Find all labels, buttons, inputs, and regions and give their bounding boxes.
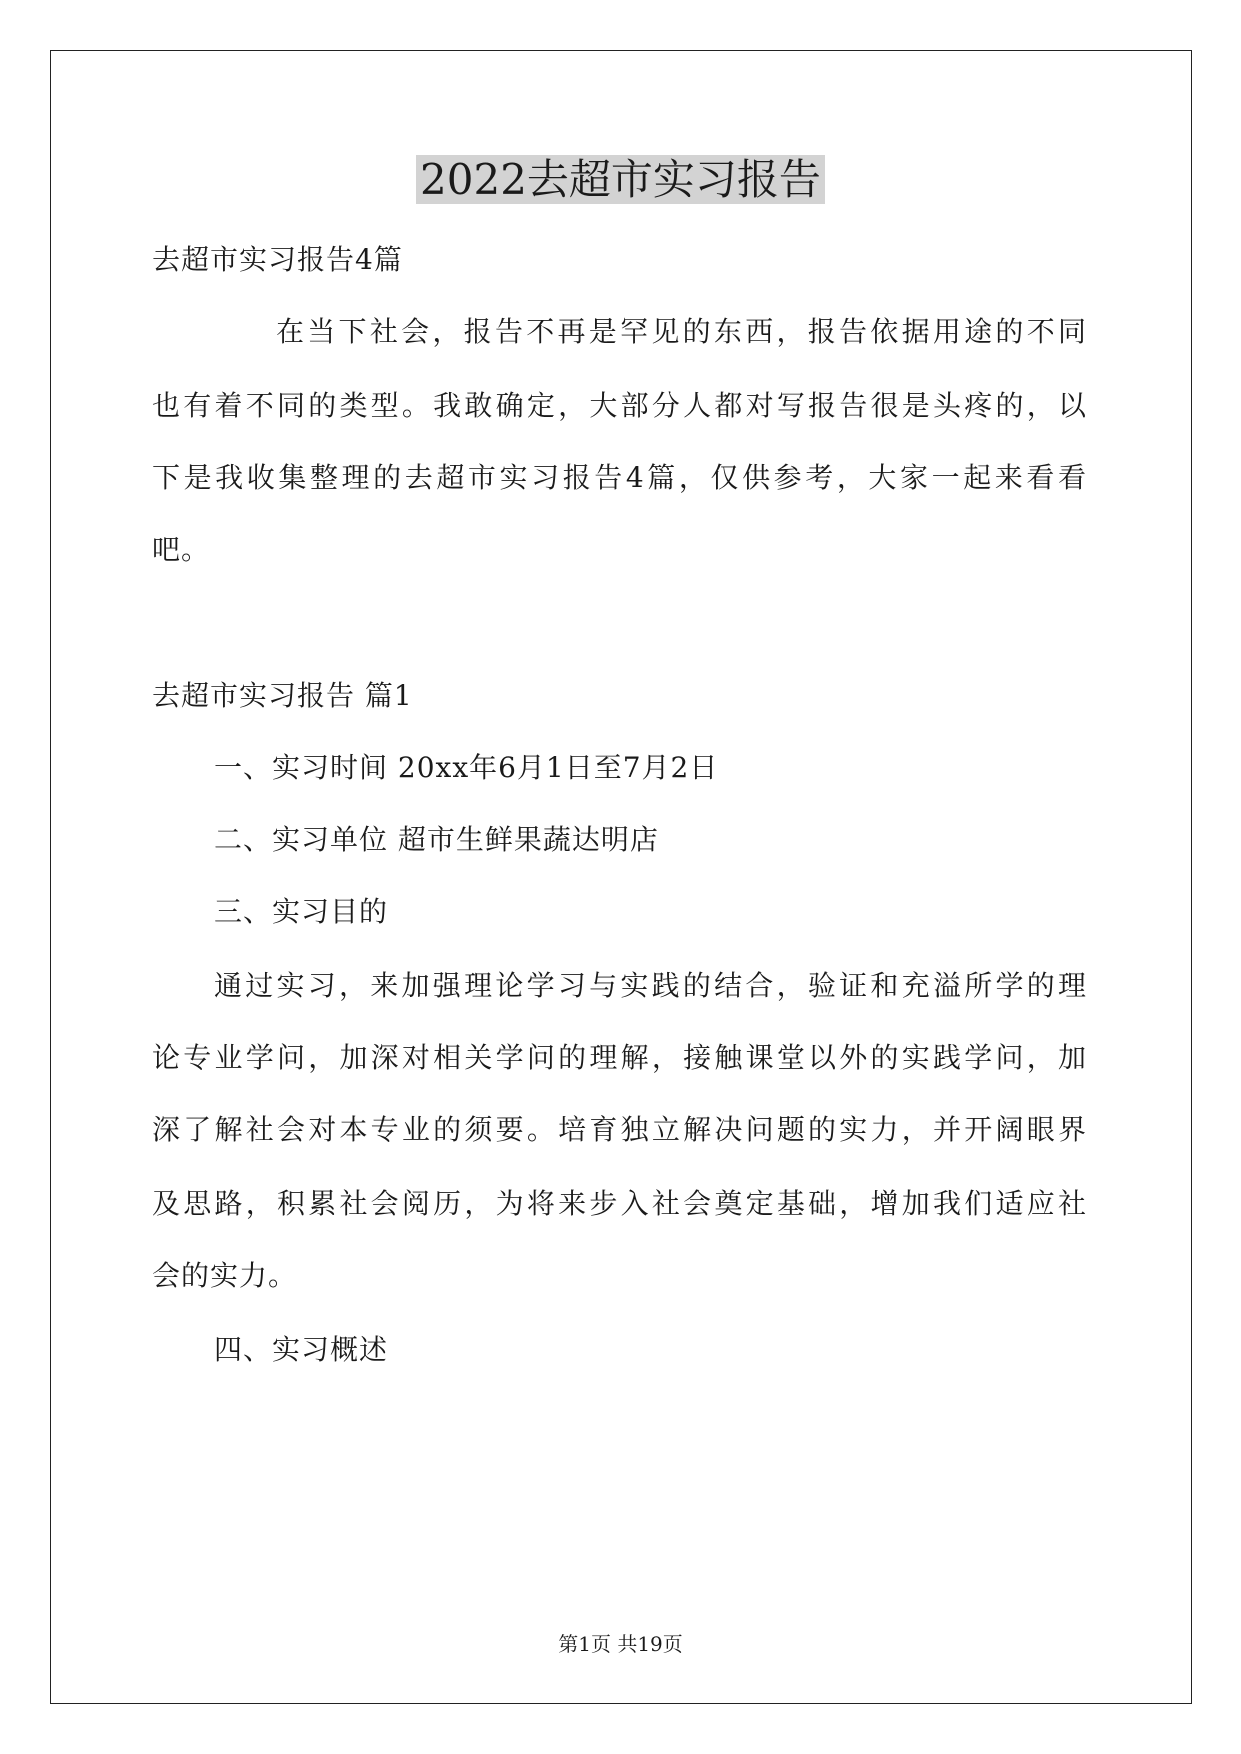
purpose-line-5: 会的实力。 [152, 1259, 298, 1292]
purpose-line-1: 通过实习，来加强理论学习与实践的结合，验证和充溢所学的理 [214, 969, 1087, 1002]
purpose-line-2: 论专业学问，加深对相关学问的理解，接触课堂以外的实践学问，加 [152, 1041, 1087, 1074]
item-internship-overview: 四、实习概述 [214, 1333, 389, 1366]
intro-line-1: 在当下社会，报告不再是罕见的东西，报告依据用途的不同 [276, 315, 1087, 348]
document-title: 2022去超市实习报告 [0, 150, 1241, 210]
item-internship-time: 一、实习时间 20xx年6月1日至7月2日 [214, 751, 719, 784]
section-heading: 去超市实习报告 篇1 [152, 679, 413, 712]
item-internship-unit: 二、实习单位 超市生鲜果蔬达明店 [214, 823, 659, 856]
purpose-line-3: 深了解社会对本专业的须要。培育独立解决问题的实力，并开阔眼界 [152, 1113, 1087, 1146]
page-footer: 第1页 共19页 [558, 1632, 683, 1656]
page-border [50, 50, 1192, 1704]
item-internship-purpose: 三、实习目的 [214, 895, 389, 928]
intro-line-2: 也有着不同的类型。我敢确定，大部分人都对写报告很是头疼的，以 [152, 389, 1087, 422]
intro-line-3: 下是我收集整理的去超市实习报告4篇，仅供参考，大家一起来看看 [152, 461, 1087, 494]
purpose-line-4: 及思路，积累社会阅历，为将来步入社会奠定基础，增加我们适应社 [152, 1187, 1087, 1220]
subtitle: 去超市实习报告4篇 [152, 243, 403, 276]
intro-line-4: 吧。 [152, 533, 211, 566]
